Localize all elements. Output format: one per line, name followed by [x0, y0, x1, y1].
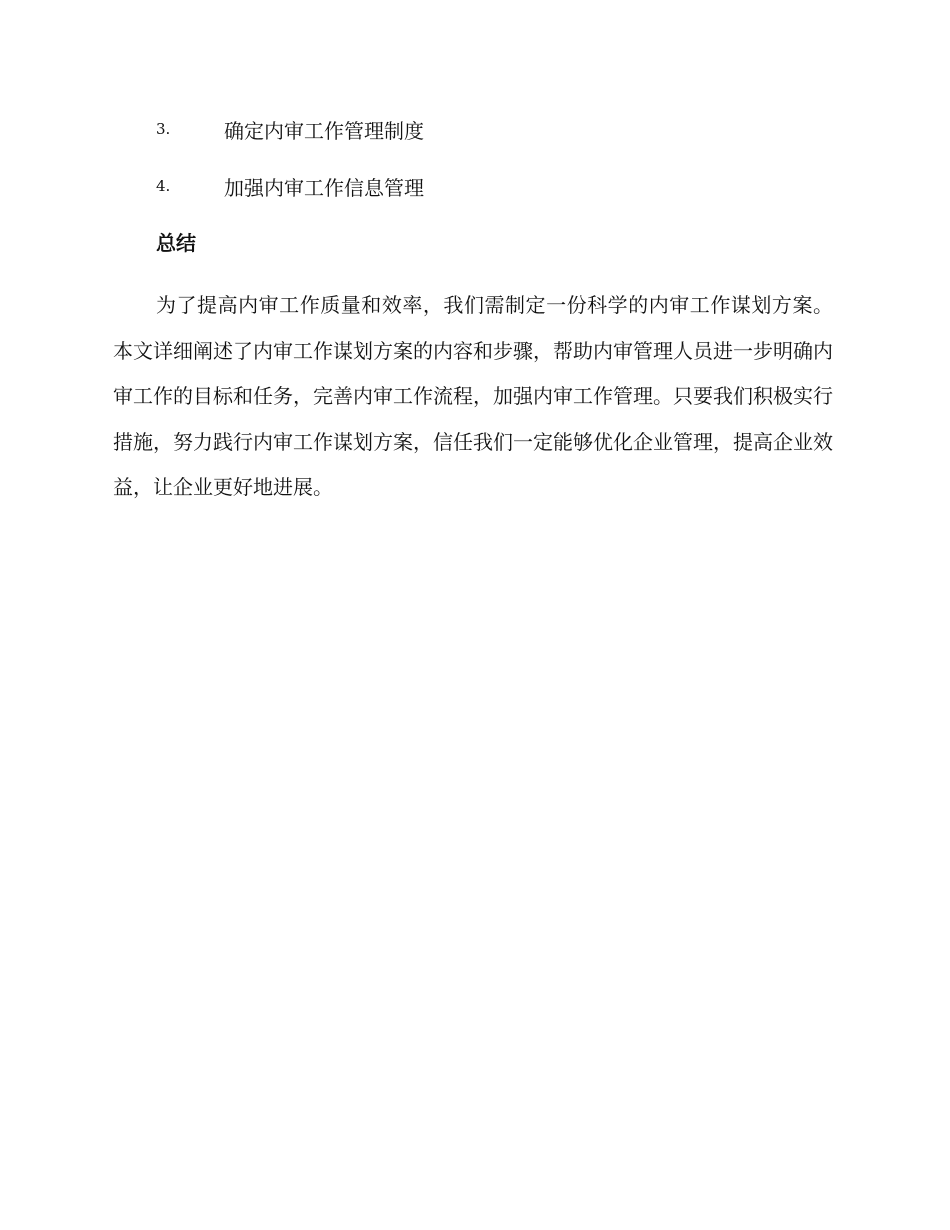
list-item-4	[156, 171, 424, 201]
summary-paragraph: 为了提高内审工作质量和效率，我们需制定一份科学的内审工作谋划方案。本文详细阐述了内审工作谋划方案的内容和步骤，帮助内审管理人员进一步明确内审工作的目标和任务，完善内审工作流程，加强内审工作管理。只要我们积极实行措施，努力践行内审工作谋划方案，信任我们一定能够优化企业管理，提高企业效益，让企业更好地进展。	[113, 293, 833, 499]
list-number: 3.	[156, 120, 171, 138]
list-text: 确定内审工作管理制度	[224, 118, 424, 143]
list-number: 4.	[156, 177, 171, 195]
list-item-3	[156, 114, 424, 144]
section-heading: 总结	[156, 231, 196, 255]
list-text: 加强内审工作信息管理	[224, 175, 424, 200]
